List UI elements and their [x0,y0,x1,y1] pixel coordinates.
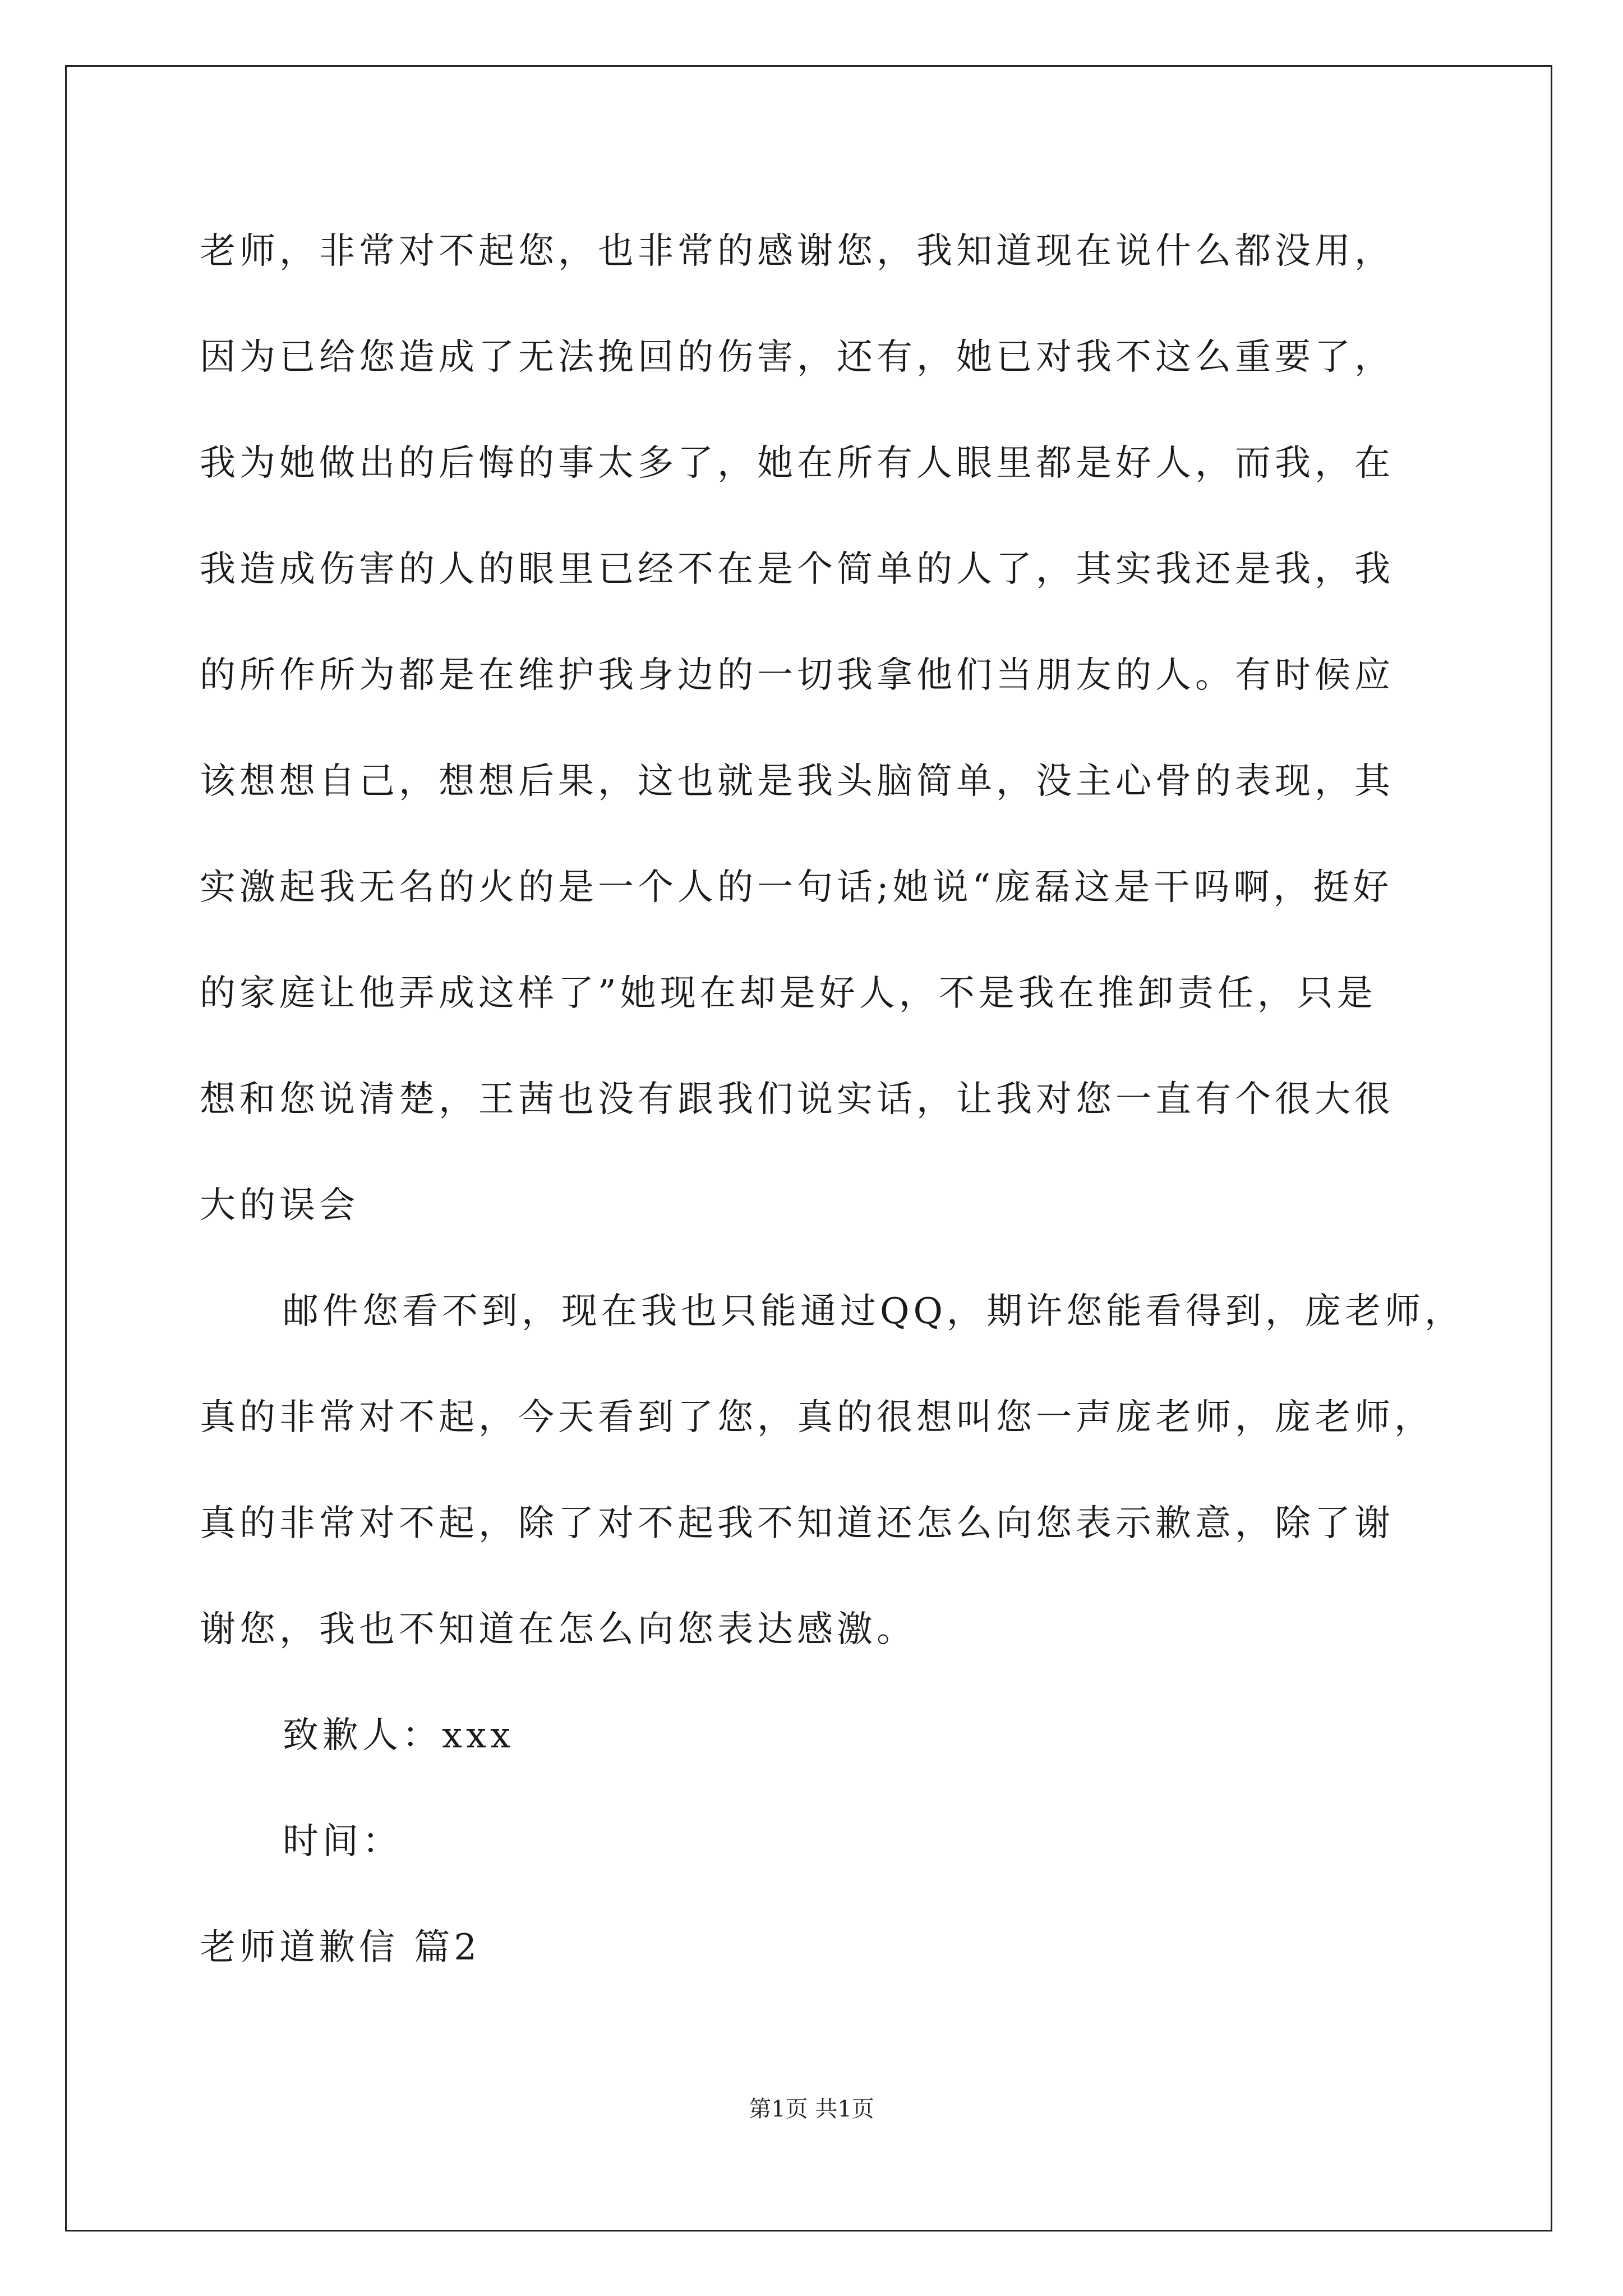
text-line: 的所作所为都是在维护我身边的一切我拿他们当朋友的人。有时候应 [200,655,1394,696]
text-line: 的家庭让他弄成这样了”她现在却是好人，不是我在推卸责任，只是 [200,973,1377,1014]
text-line: 想和您说清楚，王茜也没有跟我们说实话，让我对您一直有个很大很 [200,1079,1394,1120]
signature: 致歉人：xxx [283,1715,515,1756]
text-line: 谢您，我也不知道在怎么向您表达感激。 [200,1609,916,1650]
text-line: 我造成伤害的人的眼里已经不在是个简单的人了，其实我还是我，我 [200,549,1394,590]
text-line: 邮件您看不到，现在我也只能通过QQ，期许您能看得到，庞老师， [283,1291,1464,1332]
text-line: 该想想自己，想想后果，这也就是我头脑简单，没主心骨的表现，其 [200,761,1394,802]
text-line: 我为她做出的后悔的事太多了，她在所有人眼里都是好人，而我，在 [200,443,1394,484]
time-label: 时间： [283,1821,402,1862]
page-border [65,65,1552,2231]
text-line: 实激起我无名的火的是一个人的一句话;她说“庞磊这是干吗啊，挺好 [200,867,1393,908]
text-line: 真的非常对不起，今天看到了您，真的很想叫您一声庞老师，庞老师， [200,1397,1434,1438]
section-heading: 老师道歉信 篇2 [200,1927,481,1968]
text-line: 因为已给您造成了无法挽回的伤害，还有，她已对我不这么重要了， [200,337,1394,378]
text-line: 大的误会 [200,1185,359,1226]
text-line: 老师，非常对不起您，也非常的感谢您，我知道现在说什么都没用， [200,231,1394,272]
text-line: 真的非常对不起，除了对不起我不知道还怎么向您表示歉意，除了谢 [200,1503,1394,1544]
page-footer: 第1页 共1页 [749,2096,874,2122]
